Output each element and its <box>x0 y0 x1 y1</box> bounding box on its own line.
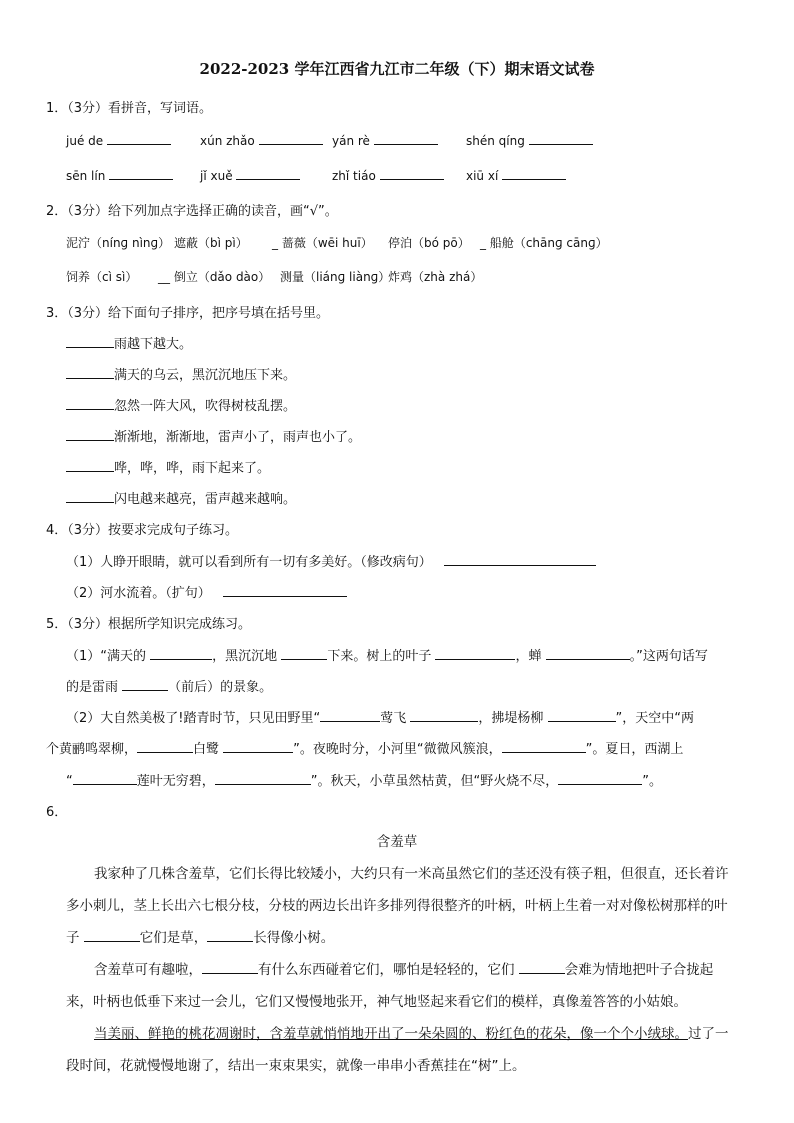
q1-pinyin: jǐ xuě <box>200 169 233 183</box>
passage-line: 多小刺儿，茎上长出六七根分枝，分枝的两边长出许多排列得很整齐的叶柄，叶柄上生着一对对像松树那样的叶 <box>66 898 728 914</box>
q5-header: 5．（3分）根据所学知识完成练习。 <box>46 617 252 632</box>
passage-line: 来，叶柄也低垂下来过一会儿，它们又慢慢地张开，神气地竖起来看它们的模样，真像羞答答的小姑娘。 <box>66 994 687 1010</box>
q5-line-3: （2）大自然美极了!踏青时节，只见田野里“ 莺飞 ，拂堤杨柳 ”，天空中“两 <box>66 707 694 726</box>
answer-blank[interactable] <box>444 552 596 566</box>
q3-item: 忽然一阵大风，吹得树枝乱摆。 <box>66 395 296 414</box>
q5-line-1: （1）“满天的 ，黑沉沉地 下来。树上的叶子 ，蝉 。”这两句话写 <box>66 645 708 664</box>
q4-sentence-2: （2）河水流着。（扩句） <box>66 582 347 601</box>
answer-blank[interactable] <box>109 167 173 180</box>
answer-blank[interactable] <box>84 928 140 942</box>
q1-item <box>66 167 173 183</box>
q1-item <box>466 167 566 183</box>
answer-blank[interactable] <box>320 708 380 722</box>
answer-blank[interactable] <box>529 132 593 145</box>
q3-item: 闪电越来越亮，雷声越来越响。 <box>66 488 296 507</box>
order-blank[interactable] <box>66 396 114 410</box>
q2-option[interactable]: _ 船舱（chānɡ cānɡ） <box>480 236 608 250</box>
q4-sentence-1: （1）人睁开眼睛，就可以看到所有一切有多美好。（修改病句） <box>66 551 596 570</box>
answer-blank[interactable] <box>122 677 168 691</box>
q1-pinyin: zhǐ tiáo <box>332 169 376 183</box>
q2-option[interactable]: 饲养（cì sì） <box>66 270 138 284</box>
answer-blank[interactable] <box>150 646 212 660</box>
answer-blank[interactable] <box>380 167 444 180</box>
q4-header: 4．（3分）按要求完成句子练习。 <box>46 523 239 538</box>
q1-item <box>332 167 444 183</box>
passage-line: 子 它们是草， 长得像小树。 <box>66 930 335 946</box>
answer-blank[interactable] <box>374 132 438 145</box>
q3-header: 3．（3分）给下面句子排序，把序号填在括号里。 <box>46 306 330 321</box>
order-blank[interactable] <box>66 489 114 503</box>
answer-blank[interactable] <box>107 132 171 145</box>
q2-header: 2．（3分）给下列加点字选择正确的读音，画“√”。 <box>46 204 338 219</box>
q1-item <box>332 132 438 148</box>
answer-blank[interactable] <box>546 646 630 660</box>
q5-line-2: 的是雷雨 （前后）的景象。 <box>66 676 272 695</box>
q1-item <box>200 132 323 148</box>
answer-blank[interactable] <box>73 771 137 785</box>
answer-blank[interactable] <box>519 960 565 974</box>
q3-item: 满天的乌云，黑沉沉地压下来。 <box>66 364 296 383</box>
answer-blank[interactable] <box>259 132 323 145</box>
q3-item: 哗，哗，哗，雨下起来了。 <box>66 457 270 476</box>
q1-header: 1．（3分）看拼音，写词语。 <box>46 101 213 116</box>
answer-blank[interactable] <box>548 708 616 722</box>
q2-option[interactable]: 遮蔽（bì pì） <box>174 236 248 250</box>
q1-pinyin: shén qíng <box>466 134 525 148</box>
passage-title: 含羞草 <box>376 834 418 850</box>
q2-option[interactable]: __ 倒立（dǎo dào） <box>158 270 271 284</box>
q2-option[interactable]: 停泊（bó pō） <box>388 236 470 250</box>
order-blank[interactable] <box>66 334 114 348</box>
q1-item <box>200 167 300 183</box>
answer-blank[interactable] <box>558 771 642 785</box>
passage-line: 含羞草可有趣啦， 有什么东西碰着它们，哪怕是轻轻的，它们 会难为情地把叶子合拢起 <box>94 962 714 978</box>
q5-line-4: 个黄鹂鸣翠柳， 白鹭 ”。夜晚时分，小河里“微微风簇浪， ”。夏日，西湖上 <box>46 738 683 757</box>
q3-item: 雨越下越大。 <box>66 333 192 352</box>
answer-blank[interactable] <box>215 771 311 785</box>
q1-pinyin: sēn lín <box>66 169 106 183</box>
order-blank[interactable] <box>66 365 114 379</box>
q2-option[interactable]: 测量（liánɡ liànɡ） <box>280 270 391 284</box>
passage-line: 当美丽、鲜艳的桃花凋谢时，含羞草就悄悄地开出了一朵朵圆的、粉红色的花朵，像一个个小绒球。过了一 <box>94 1026 729 1042</box>
answer-blank[interactable] <box>410 708 478 722</box>
passage-line: 我家种了几株含羞草，它们长得比较矮小，大约只有一米高虽然它们的茎还没有筷子粗，但很直，还长着许 <box>94 866 729 882</box>
answer-blank[interactable] <box>137 739 193 753</box>
q1-item <box>466 132 593 148</box>
q1-pinyin: yán rè <box>332 134 370 148</box>
answer-blank[interactable] <box>223 739 293 753</box>
q2-option[interactable]: 泥泞（nínɡ nìnɡ） <box>66 236 171 250</box>
q6-number: 6． <box>46 805 68 820</box>
answer-blank[interactable] <box>223 583 347 597</box>
q3-item: 渐渐地，渐渐地，雷声小了，雨声也小了。 <box>66 426 361 445</box>
q2-option[interactable]: _ 蔷薇（wēi huī） <box>272 236 373 250</box>
q1-pinyin: jué de <box>66 134 104 148</box>
answer-blank[interactable] <box>236 167 300 180</box>
page-title: 2022-2023 学年江西省九江市二年级（下）期末语文试卷 <box>199 60 595 78</box>
answer-blank[interactable] <box>502 167 566 180</box>
answer-blank[interactable] <box>435 646 515 660</box>
order-blank[interactable] <box>66 427 114 441</box>
answer-blank[interactable] <box>202 960 258 974</box>
answer-blank[interactable] <box>502 739 586 753</box>
order-blank[interactable] <box>66 458 114 472</box>
answer-blank[interactable] <box>207 928 253 942</box>
q1-pinyin: xún zhǎo <box>200 134 255 148</box>
passage-line: 段时间，花就慢慢地谢了，结出一束束果实，就像一串串小香蕉挂在“树”上。 <box>66 1058 526 1074</box>
q5-line-5: “ 莲叶无穷碧， ”。秋天，小草虽然枯黄，但“野火烧不尽， ”。 <box>66 770 662 789</box>
q2-option[interactable]: 炸鸡（zhà zhá） <box>388 270 483 284</box>
q1-item <box>66 132 171 148</box>
answer-blank[interactable] <box>281 646 327 660</box>
underlined-sentence: 当美丽、鲜艳的桃花凋谢时，含羞草就悄悄地开出了一朵朵圆的、粉红色的花朵，像一个个小绒球。 <box>94 1026 688 1042</box>
q1-pinyin: xiū xí <box>466 169 499 183</box>
